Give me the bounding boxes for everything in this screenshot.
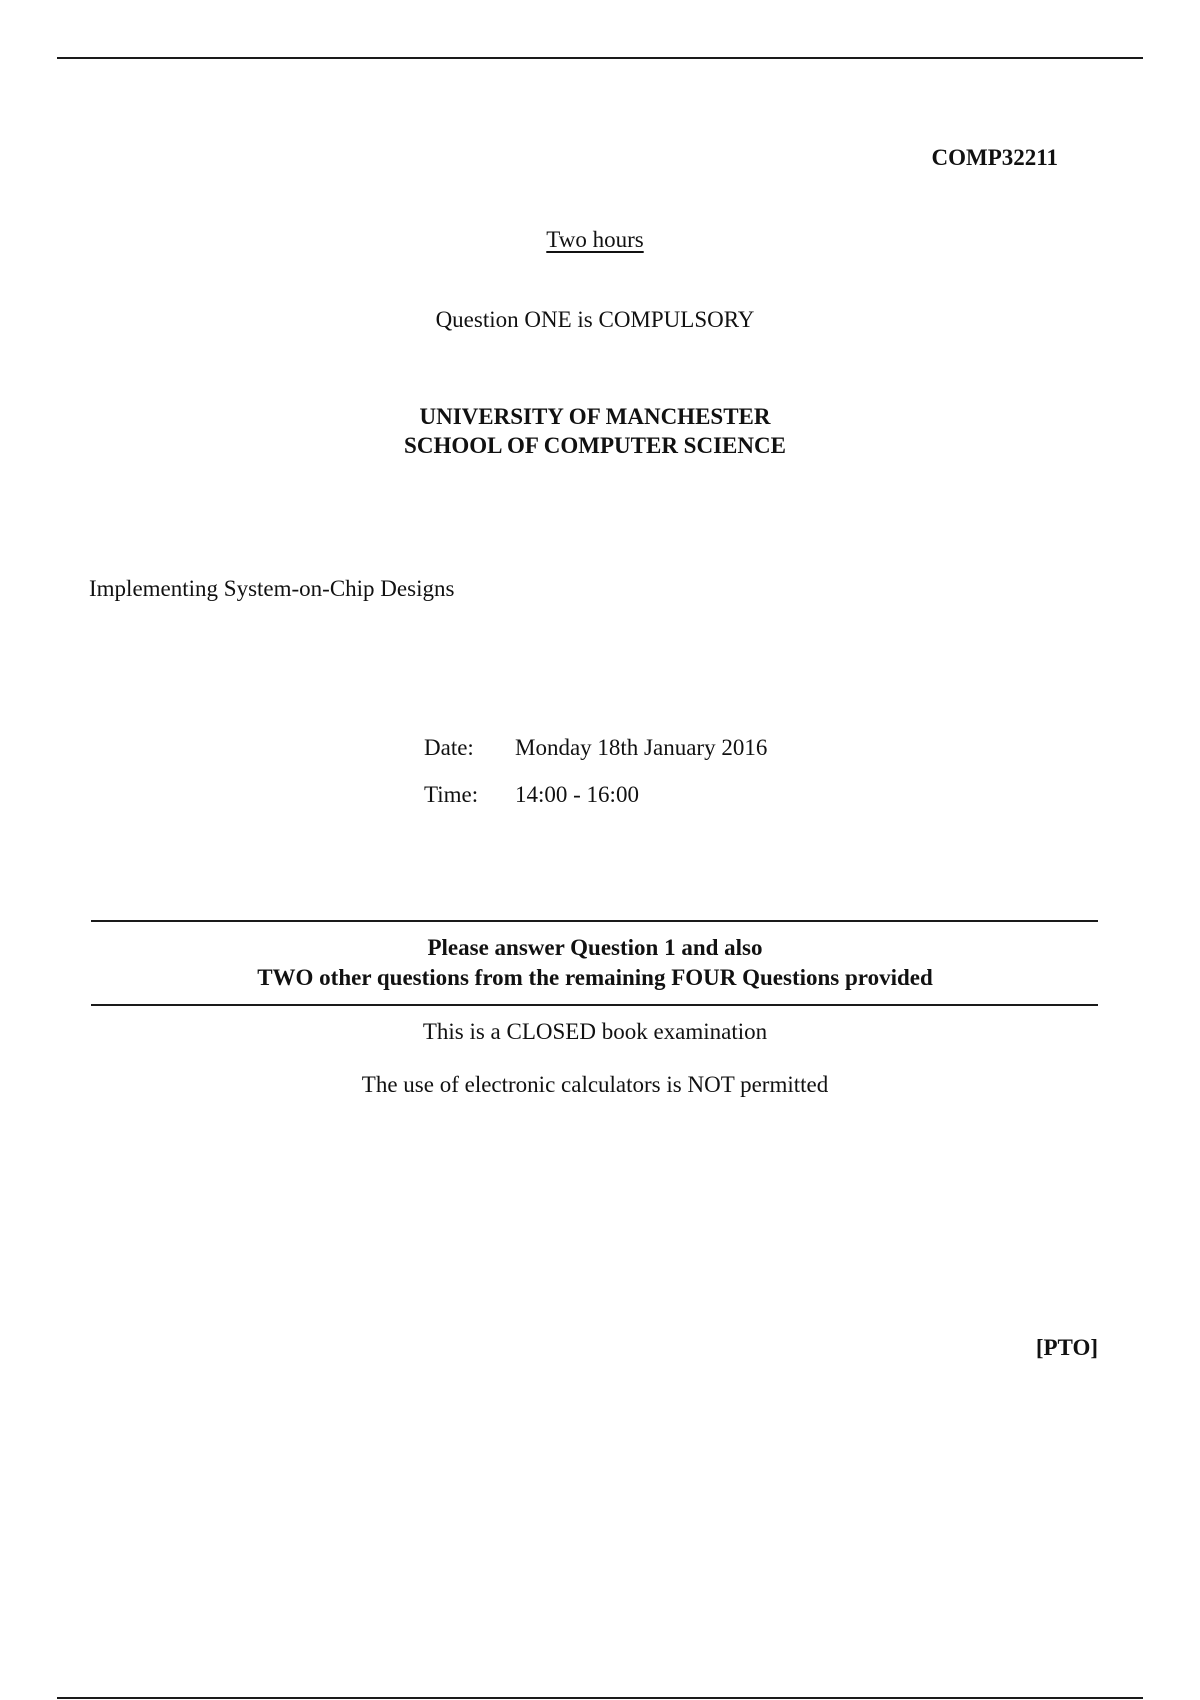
time-label: Time: [424, 782, 479, 807]
instructions-top-divider [91, 920, 1098, 922]
institution-heading [0, 402, 1190, 460]
closed-book-note: This is a CLOSED book examination [422, 1019, 768, 1044]
instructions-line-2: TWO other questions from the remaining FOUR Questions provided [257, 965, 933, 990]
date-value: Monday 18th January 2016 [515, 735, 768, 760]
pto-marker: [PTO] [1035, 1335, 1098, 1360]
course-title: Implementing System-on-Chip Designs [89, 576, 455, 601]
top-divider [57, 57, 1143, 59]
bottom-divider [57, 1697, 1143, 1699]
course-code: COMP32211 [931, 145, 1058, 170]
instructions-bottom-divider [91, 1004, 1098, 1006]
university-name: UNIVERSITY OF MANCHESTER [419, 404, 771, 429]
compulsory-note: Question ONE is COMPULSORY [435, 307, 755, 332]
date-label: Date: [424, 735, 474, 760]
calculator-note: The use of electronic calculators is NOT permitted [361, 1072, 829, 1097]
school-name: SCHOOL OF COMPUTER SCIENCE [404, 433, 786, 458]
exam-duration: Two hours [546, 227, 644, 252]
time-value: 14:00 - 16:00 [515, 782, 639, 807]
instructions-line-1: Please answer Question 1 and also [427, 935, 763, 960]
answer-instructions [0, 933, 1190, 993]
